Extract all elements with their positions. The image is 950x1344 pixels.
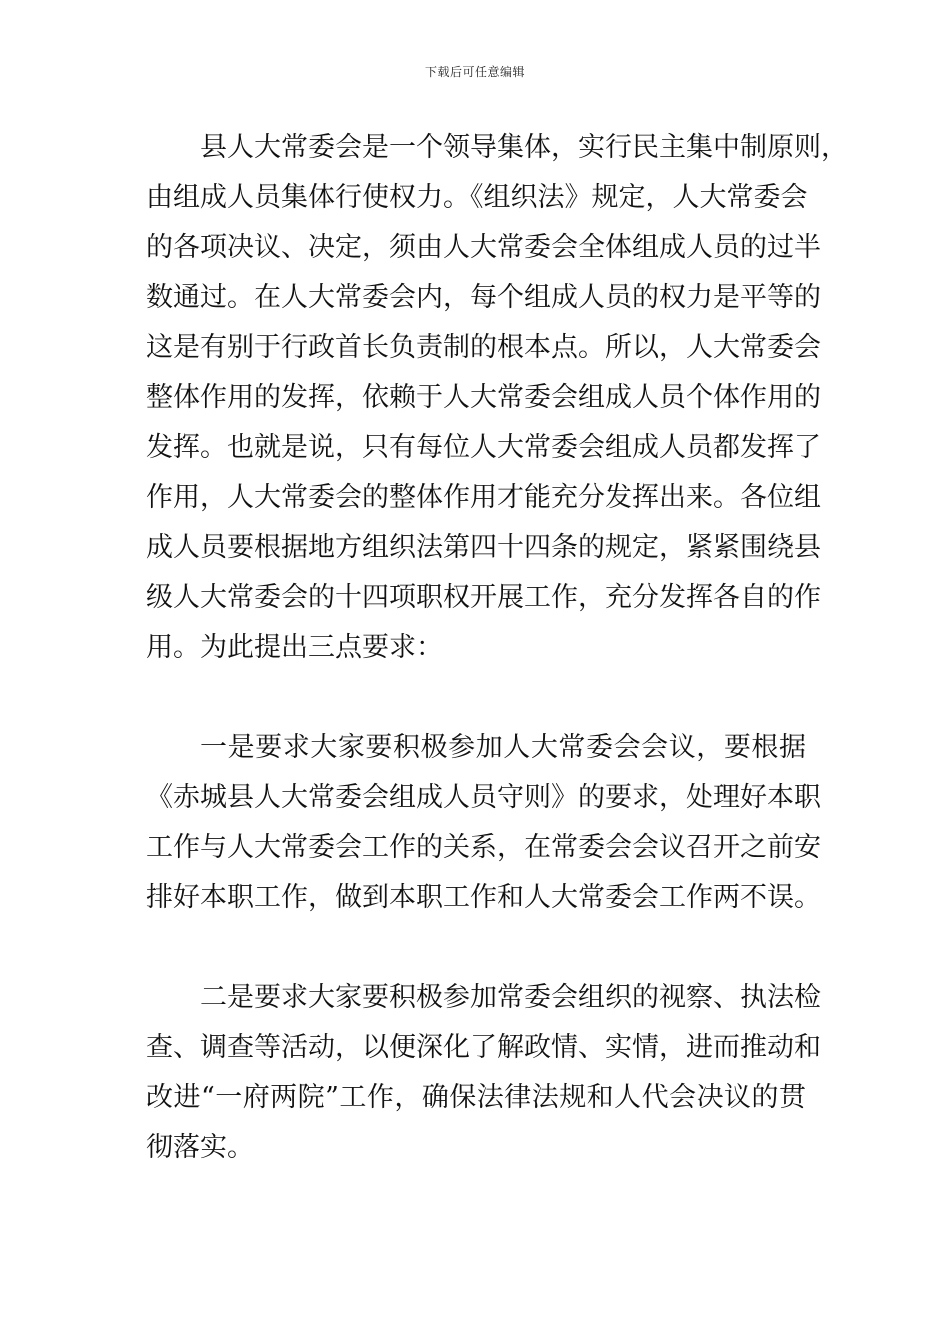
paragraph-line: 排好本职工作，做到本职工作和人大常委会工作两不误。 xyxy=(146,882,821,913)
paragraph-line: 《赤城县人大常委会组成人员守则》的要求，处理好本职 xyxy=(146,782,821,813)
paragraph-line: 县人大常委会是一个领导集体，实行民主集中制原则， xyxy=(200,132,848,163)
paragraph-line: 级人大常委会的十四项职权开展工作，充分发挥各自的作 xyxy=(146,582,821,613)
paragraph-line: 二是要求大家要积极参加常委会组织的视察、执法检 xyxy=(200,982,821,1013)
paragraph-line: 的各项决议、决定，须由人大常委会全体组成人员的过半 xyxy=(146,232,821,263)
paragraph-line: 工作与人大常委会工作的关系，在常委会会议召开之前安 xyxy=(146,832,821,863)
paragraph-line: 由组成人员集体行使权力。《组织法》规定，人大常委会 xyxy=(146,182,808,213)
paragraph-line: 用。为此提出三点要求： xyxy=(146,632,443,663)
paragraph-line: 查、调查等活动，以便深化了解政情、实情，进而推动和 xyxy=(146,1032,821,1063)
paragraph-line: 改进“一府两院”工作，确保法律法规和人代会决议的贯 xyxy=(146,1082,806,1113)
paragraph-line: 这是有别于行政首长负责制的根本点。所以，人大常委会 xyxy=(146,332,821,363)
paragraph-line: 成人员要根据地方组织法第四十四条的规定，紧紧围绕县 xyxy=(146,532,821,563)
paragraph-line: 一是要求大家要积极参加人大常委会会议，要根据 xyxy=(200,732,806,763)
paragraph-line: 整体作用的发挥，依赖于人大常委会组成人员个体作用的 xyxy=(146,382,821,413)
paragraph-line: 发挥。也就是说，只有每位人大常委会组成人员都发挥了 xyxy=(146,432,821,463)
page-header-note: 下载后可任意编辑 xyxy=(424,65,525,79)
paragraph-line: 数通过。在人大常委会内，每个组成人员的权力是平等的 xyxy=(146,282,821,313)
paragraph-line: 彻落实。 xyxy=(146,1132,254,1163)
paragraph-line: 作用，人大常委会的整体作用才能充分发挥出来。各位组 xyxy=(146,482,821,513)
